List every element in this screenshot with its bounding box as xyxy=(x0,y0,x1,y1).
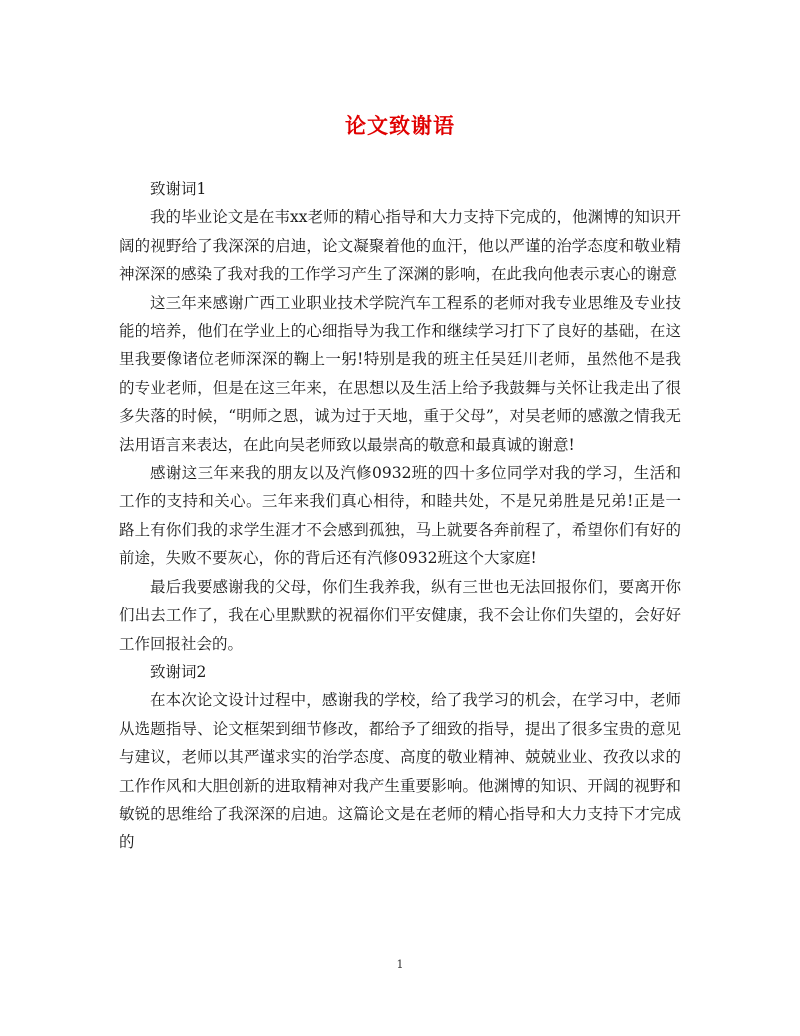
paragraph: 这三年来感谢广西工业职业技术学院汽车工程系的老师对我专业思维及专业技能的培养，他们在学业上的心细指导为我工作和继续学习打下了良好的基础，在这里我要像诸位老师深深的鞠上一躬!特别是我的班主任吴廷川老师，虽然他不是我的专业老师，但是在这三年来，在思想以及生活上给予我鼓舞与关怀让我走出了很多失落的时候，“明师之恩，诚为过于天地，重于父母”，对吴老师的感激之情我无法用语言来表达，在此向吴老师致以最崇高的敬意和最真诚的谢意! xyxy=(119,293,681,454)
document-title: 论文致谢语 xyxy=(345,113,455,138)
section-heading-1: 致谢词1 xyxy=(150,180,207,198)
page-number: 1 xyxy=(396,958,404,971)
paragraph: 在本次论文设计过程中，感谢我的学校，给了我学习的机会，在学习中，老师从选题指导、论文框架到细节修改，都给予了细致的指导，提出了很多宝贵的意见与建议，老师以其严谨求实的治学态度、高度的敬业精神、兢兢业业、孜孜以求的工作作风和大胆创新的进取精神对我产生重要影响。他渊博的知识、开阔的视野和敏锐的思维给了我深深的启迪。这篇论文是在老师的精心指导和大力支持下才完成的 xyxy=(119,691,681,852)
document-body xyxy=(119,175,681,857)
paragraph: 我的毕业论文是在韦xx老师的精心指导和大力支持下完成的，他渊博的知识开阔的视野给了我深深的启迪，论文凝聚着他的血汗，他以严谨的治学态度和敬业精神深深的感染了我对我的工作学习产生了深渊的影响，在此我向他表示衷心的谢意 xyxy=(119,208,681,284)
paragraph: 感谢这三年来我的朋友以及汽修0932班的四十多位同学对我的学习，生活和工作的支持和关心。三年来我们真心相待，和睦共处，不是兄弟胜是兄弟!正是一路上有你们我的求学生涯才不会感到孤独，马上就要各奔前程了，希望你们有好的前途，失败不要灰心，你的背后还有汽修0932班这个大家庭! xyxy=(119,464,681,568)
paragraph: 最后我要感谢我的父母，你们生我养我，纵有三世也无法回报你们，要离开你们出去工作了，我在心里默默的祝福你们平安健康，我不会让你们失望的，会好好工作回报社会的。 xyxy=(119,577,681,653)
section-heading-2: 致谢词2 xyxy=(150,662,207,681)
